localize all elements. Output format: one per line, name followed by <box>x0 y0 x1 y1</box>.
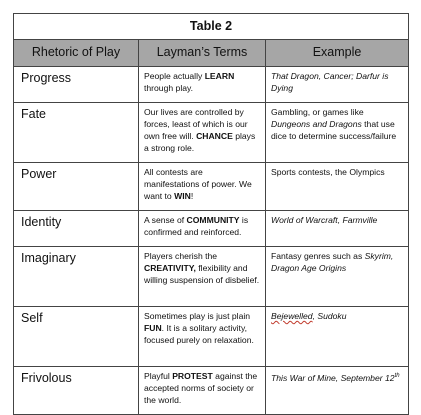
example-spellcheck-underlined: Bejewelled <box>271 311 313 321</box>
terms-text: Sometimes play is just plain <box>144 311 251 321</box>
terms-text: Our lives are controlled by forces, least of which is our own free will. <box>144 107 248 141</box>
terms-text: flexibility and willing suspension of disbelief. <box>144 263 260 285</box>
table-row <box>14 367 409 415</box>
example-italic: This War of Mine, September 12 <box>271 372 395 383</box>
rhetoric-table <box>13 13 409 415</box>
table-row <box>14 103 409 163</box>
terms-text: plays a strong role. <box>144 131 256 153</box>
terms-text: ! <box>190 191 194 201</box>
rhetoric-cell: Frivolous <box>14 367 139 415</box>
example-italic: That Dragon, Cancer; Darfur is Dying <box>271 71 389 93</box>
example-text: Fantasy genres such as <box>271 251 365 261</box>
table-title: Table 2 <box>14 14 409 40</box>
example-superscript: th <box>394 373 400 379</box>
terms-cell <box>139 103 266 163</box>
terms-keyword: PROTEST <box>172 371 213 381</box>
terms-text: through play. <box>144 83 194 93</box>
terms-cell <box>139 307 266 367</box>
table-row <box>14 211 409 247</box>
rhetoric-cell: Progress <box>14 67 139 103</box>
example-cell <box>266 163 409 211</box>
terms-text: against the accepted norms of society or the world. <box>144 371 258 405</box>
example-cell <box>266 367 409 415</box>
example-text: Sports contests, the Olympics <box>271 167 385 177</box>
example-cell <box>266 67 409 103</box>
terms-text: is confirmed and reinforced. <box>144 215 249 237</box>
terms-text: . It is a solitary activity, focused purely on relaxation. <box>144 323 254 345</box>
example-cell <box>266 211 409 247</box>
terms-keyword: COMMUNITY <box>186 215 240 225</box>
rhetoric-cell: Imaginary <box>14 247 139 307</box>
header-terms: Layman’s Terms <box>139 40 266 67</box>
terms-keyword: CHANCE <box>196 131 233 141</box>
table-header-row <box>14 40 409 67</box>
terms-keyword: LEARN <box>204 71 235 81</box>
terms-text: All contests are manifestations of power. We want to <box>144 167 252 201</box>
terms-cell <box>139 163 266 211</box>
rhetoric-cell: Power <box>14 163 139 211</box>
example-text: Gambling, or games like <box>271 107 364 117</box>
example-italic: Dungeons and Dragons <box>271 119 362 129</box>
example-text: that use dice to determine success/failure <box>271 119 397 141</box>
terms-text: Playful <box>144 371 173 381</box>
terms-text: Players cherish the <box>144 251 218 261</box>
terms-cell <box>139 367 266 415</box>
example-cell <box>266 247 409 307</box>
rhetoric-cell: Fate <box>14 103 139 163</box>
terms-cell <box>139 211 266 247</box>
terms-keyword: CREATIVITY, <box>144 263 196 273</box>
document-table-container <box>13 13 408 415</box>
rhetoric-cell: Identity <box>14 211 139 247</box>
example-italic: Skyrim, Dragon Age Origins <box>271 251 394 273</box>
header-example: Example <box>266 40 409 67</box>
terms-keyword: FUN <box>144 323 162 333</box>
table-row <box>14 163 409 211</box>
table-row <box>14 67 409 103</box>
table-title-row <box>14 14 409 40</box>
terms-cell <box>139 67 266 103</box>
table-row <box>14 307 409 367</box>
rhetoric-cell: Self <box>14 307 139 367</box>
example-cell <box>266 103 409 163</box>
terms-text: A sense of <box>144 215 187 225</box>
terms-text: People actually <box>144 71 205 81</box>
terms-keyword: WIN <box>174 191 191 201</box>
header-rhetoric: Rhetoric of Play <box>14 40 139 67</box>
table-row <box>14 247 409 307</box>
example-italic: World of Warcraft, Farmville <box>271 215 378 225</box>
example-cell <box>266 307 409 367</box>
example-italic: , Sudoku <box>312 311 347 321</box>
terms-cell <box>139 247 266 307</box>
